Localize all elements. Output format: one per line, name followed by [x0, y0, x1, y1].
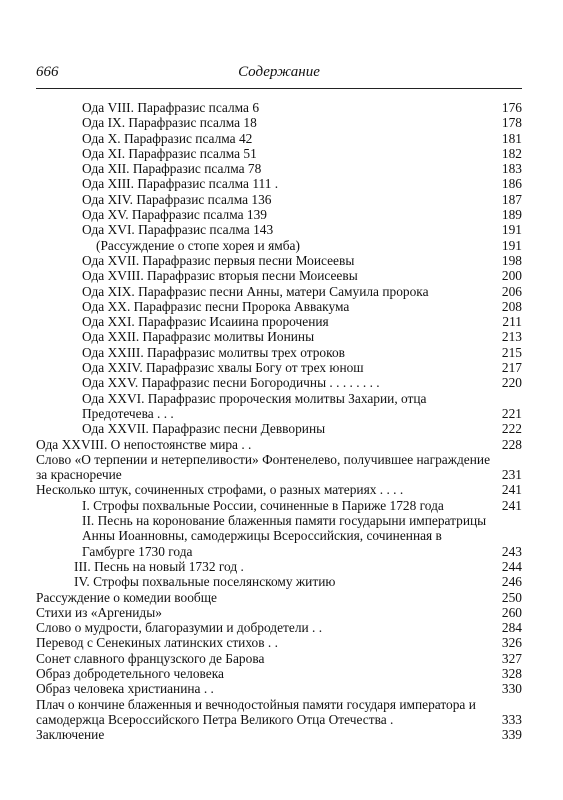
- toc-entry: [36, 360, 522, 375]
- toc-entry-page: 200: [501, 268, 522, 284]
- toc-entry: [36, 299, 522, 314]
- toc-entry: [36, 421, 522, 436]
- toc-entry-page: 183: [501, 161, 522, 177]
- toc-entry-page: 217: [501, 360, 522, 376]
- toc-entry-page: 222: [501, 421, 522, 437]
- toc-entry: [36, 391, 522, 422]
- toc-entry-page: 189: [501, 207, 522, 223]
- toc-entry-title: Ода XXI. Парафразис Исаиина пророчения: [82, 314, 329, 330]
- toc-entry: [36, 314, 522, 329]
- toc-entry: [36, 284, 522, 299]
- toc-entry-page: 330: [501, 681, 522, 697]
- toc-entry: [36, 253, 522, 268]
- toc-entry-title: II. Песнь на коронование блаженныя памяти государыни императрицы Анны Иоанновны, самодержицы Всероссийския, сочиненная в Гамбурге 1730 года: [82, 513, 487, 559]
- toc-entry: [36, 666, 522, 681]
- toc-entry-page: 241: [501, 482, 522, 498]
- toc-entry-page: 215: [501, 344, 522, 360]
- toc-entry: [36, 651, 522, 666]
- toc-entry-page: 181: [501, 130, 522, 146]
- toc-entry-page: 187: [501, 191, 522, 207]
- toc-entry-title: Несколько штук, сочиненных строфами, о разных материях . . . .: [36, 482, 404, 498]
- toc-entry-title: Ода XXII. Парафразис молитвы Ионины: [82, 329, 315, 345]
- toc-entry: [36, 176, 522, 191]
- toc-entry-page: 250: [501, 589, 522, 605]
- page-number: 666: [36, 64, 59, 80]
- toc-entry-title: Ода XIX. Парафразис песни Анны, матери Самуила пророка: [82, 283, 429, 299]
- table-of-contents: [36, 100, 522, 742]
- toc-entry-page: 191: [501, 237, 522, 253]
- toc-entry: [36, 192, 522, 207]
- toc-entry-title: Плач о кончине блаженныя и вечнодостойныя памяти государя императора и самодержца Всероссийского Петра Великого Отца Отечества .: [36, 696, 476, 727]
- toc-entry-page: 220: [501, 375, 522, 391]
- toc-entry-page: 228: [501, 436, 522, 452]
- page-header: [36, 64, 522, 86]
- toc-entry: [36, 635, 522, 650]
- toc-entry-title: Рассуждение о комедии вообще: [36, 589, 217, 605]
- toc-entry-page: 182: [501, 145, 522, 161]
- toc-entry-page: 178: [501, 115, 522, 131]
- toc-entry-title: Ода XI. Парафразис псалма 51: [82, 145, 257, 161]
- toc-entry: [36, 482, 522, 497]
- toc-entry-title: Ода XVI. Парафразис псалма 143: [82, 222, 274, 238]
- toc-entry-title: Слово о мудрости, благоразумии и добродетели . .: [36, 620, 323, 636]
- toc-entry: [36, 590, 522, 605]
- toc-entry: [36, 268, 522, 283]
- toc-entry-title: Ода XII. Парафразис псалма 78: [82, 161, 262, 177]
- toc-entry: [36, 559, 522, 574]
- toc-entry: [36, 146, 522, 161]
- toc-entry-title: (Рассуждение о стопе хорея и ямба): [96, 237, 300, 253]
- toc-entry-page: 241: [501, 497, 522, 513]
- toc-entry: [36, 498, 522, 513]
- toc-entry-page: 186: [501, 176, 522, 192]
- toc-entry: [36, 329, 522, 344]
- toc-entry-title: Ода XIII. Парафразис псалма 111 .: [82, 176, 279, 192]
- toc-entry-title: Ода XXVII. Парафразис песни Девворины: [82, 421, 326, 437]
- toc-entry-page: 246: [501, 574, 522, 590]
- toc-entry-page: 206: [501, 283, 522, 299]
- toc-entry-title: Ода XV. Парафразис псалма 139: [82, 207, 267, 223]
- toc-entry-title: Ода XX. Парафразис песни Пророка Аввакума: [82, 298, 350, 314]
- toc-entry-title: Ода XXV. Парафразис песни Богородичны . . . . . . . .: [82, 375, 380, 391]
- toc-entry-title: Ода XXVI. Парафразис пророческия молитвы Захарии, отца Предотечева . . .: [82, 390, 427, 421]
- toc-entry-page: 328: [501, 665, 522, 681]
- toc-entry: [36, 131, 522, 146]
- toc-entry-page: 260: [501, 604, 522, 620]
- toc-entry: [36, 437, 522, 452]
- toc-entry: [36, 238, 522, 253]
- toc-entry-page: 211: [502, 314, 522, 330]
- toc-entry-title: Перевод с Сенекиных латинских стихов . .: [36, 635, 278, 651]
- toc-entry: [36, 513, 522, 559]
- toc-entry-title: I. Строфы похвальные России, сочиненные в Париже 1728 года: [82, 497, 444, 513]
- toc-entry-title: III. Песнь на новый 1732 год .: [74, 558, 244, 574]
- toc-entry-page: 191: [501, 222, 522, 238]
- running-title: Содержание: [238, 64, 320, 80]
- toc-entry: [36, 100, 522, 115]
- toc-entry-title: Слово «О терпении и нетерпеливости» Фонтенелево, получившее награждение за красноречие: [36, 451, 491, 483]
- toc-entry-page: 333: [501, 711, 522, 727]
- toc-entry-title: Ода XXIV. Парафразис хвалы Богу от трех юнош: [82, 360, 364, 376]
- toc-entry-title: Ода X. Парафразис псалма 42: [82, 130, 253, 146]
- toc-entry-page: 208: [501, 298, 522, 314]
- toc-entry: [36, 574, 522, 589]
- toc-entry-title: Ода XVIII. Парафразис вторыя песни Моисеевы: [82, 268, 358, 284]
- toc-entry-title: Ода XIV. Парафразис псалма 136: [82, 191, 272, 207]
- toc-entry-page: 327: [501, 650, 522, 666]
- toc-entry: [36, 605, 522, 620]
- header-rule: [36, 88, 522, 89]
- toc-entry-page: 213: [501, 329, 522, 345]
- toc-entry: [36, 222, 522, 237]
- toc-entry-title: Ода XXIII. Парафразис молитвы трех отроков: [82, 344, 345, 360]
- toc-entry-title: Сонет славного французского де Барова: [36, 650, 265, 666]
- toc-entry-title: Стихи из «Аргениды»: [36, 604, 162, 620]
- toc-entry: [36, 161, 522, 176]
- toc-entry: [36, 452, 522, 483]
- toc-entry: [36, 681, 522, 696]
- toc-entry-title: Ода XVII. Парафразис первыя песни Моисеевы: [82, 252, 355, 268]
- toc-entry-title: Образ человека христианина . .: [36, 681, 214, 697]
- toc-entry-title: Ода XXVIII. О непостоянстве мира . .: [36, 436, 252, 452]
- toc-entry: [36, 727, 522, 742]
- toc-entry-title: Ода IX. Парафразис псалма 18: [82, 115, 257, 131]
- toc-entry-page: 243: [501, 543, 522, 559]
- toc-entry-title: IV. Строфы похвальные поселянскому житию: [74, 574, 336, 590]
- toc-entry-title: Ода VIII. Парафразис псалма 6: [82, 100, 260, 115]
- toc-entry-page: 339: [501, 727, 522, 743]
- toc-entry-page: 221: [501, 405, 522, 421]
- toc-entry: [36, 207, 522, 222]
- toc-entry: [36, 115, 522, 130]
- toc-entry-page: 198: [501, 252, 522, 268]
- toc-entry-page: 284: [501, 620, 522, 636]
- toc-entry-title: Заключение: [36, 727, 105, 743]
- toc-entry: [36, 345, 522, 360]
- toc-entry-page: 326: [501, 635, 522, 651]
- toc-entry-title: Образ добродетельного человека: [36, 665, 224, 681]
- toc-entry-page: 231: [501, 467, 522, 483]
- toc-entry: [36, 375, 522, 390]
- toc-entry: [36, 620, 522, 635]
- toc-entry: [36, 697, 522, 728]
- toc-entry-page: 244: [501, 558, 522, 574]
- toc-entry-page: 176: [501, 100, 522, 115]
